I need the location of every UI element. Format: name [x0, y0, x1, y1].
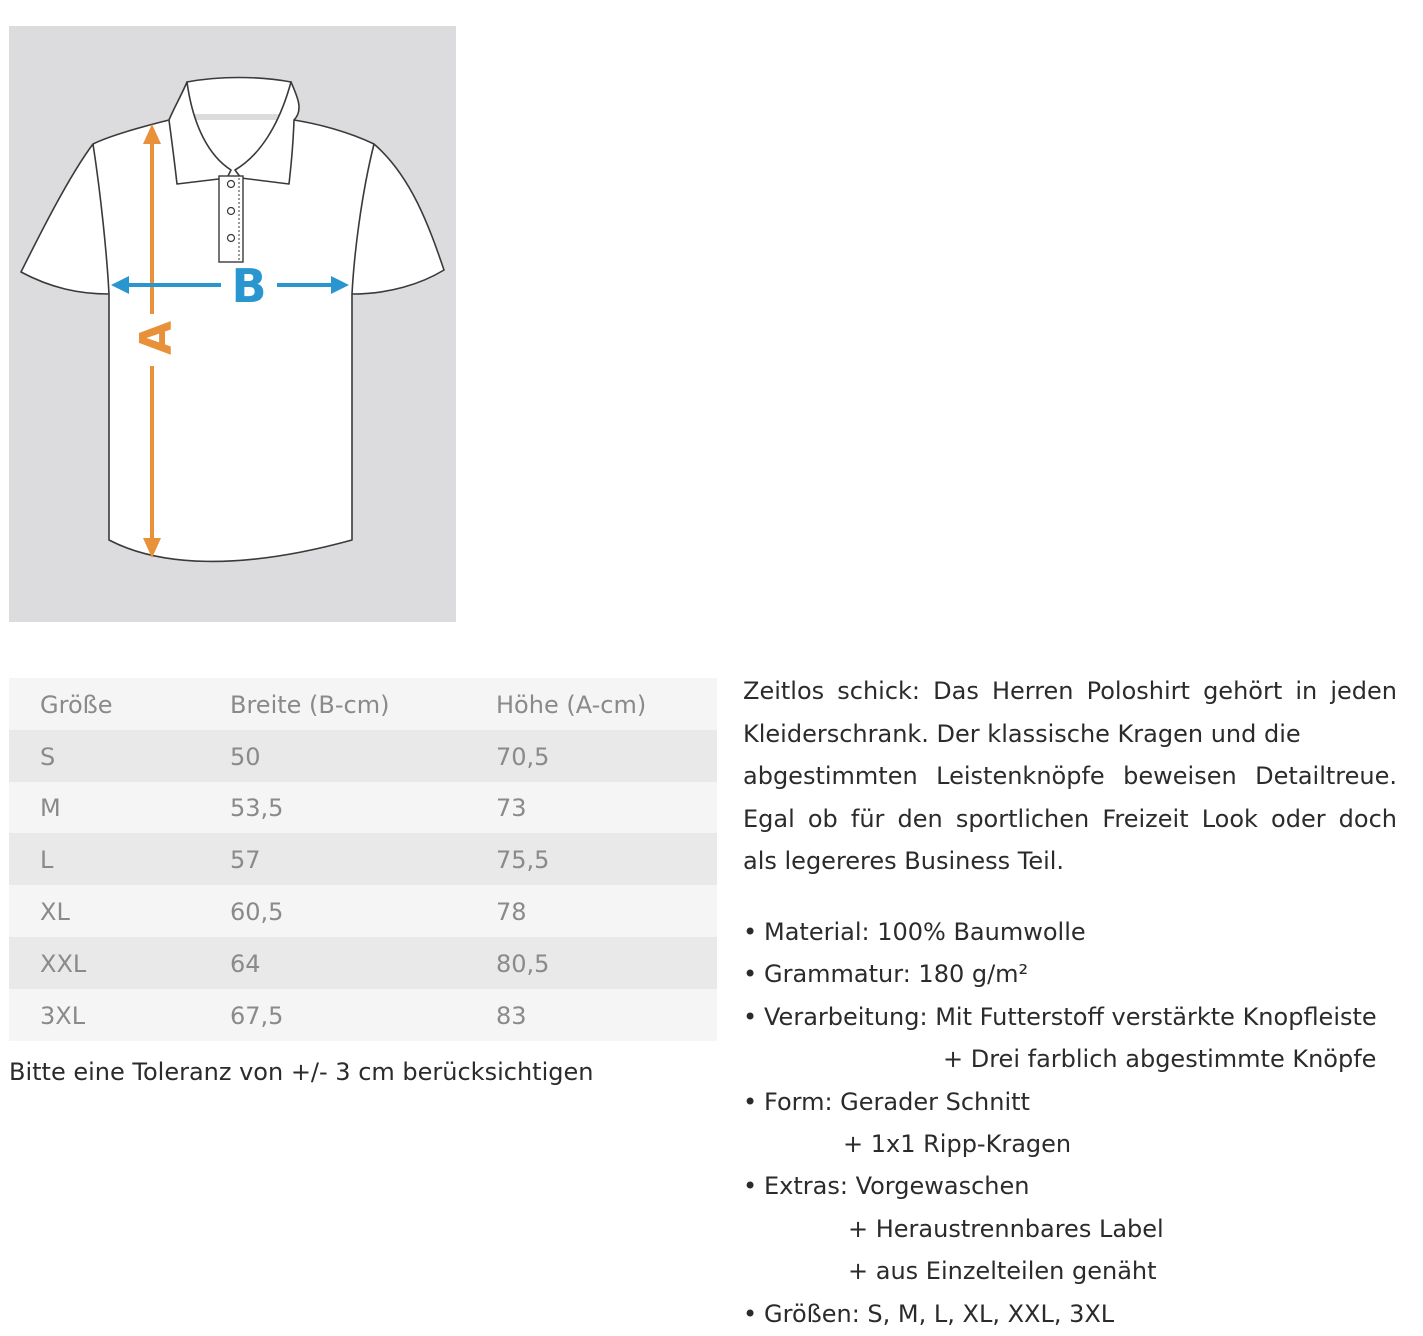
size-table-header: [9, 678, 717, 730]
cell-size: M: [40, 794, 61, 823]
bullet: •: [743, 918, 758, 946]
bullet: •: [743, 1172, 758, 1201]
cell-size: XL: [40, 898, 70, 927]
bullet: •: [743, 960, 758, 989]
list-item: [743, 1081, 1413, 1123]
cell-width: 57: [230, 846, 261, 875]
size-table: [9, 678, 717, 1041]
header-width: Breite (B-cm): [230, 690, 390, 719]
button: [228, 208, 235, 215]
collar-back: [181, 78, 297, 115]
label-b: B: [231, 259, 267, 313]
header-size: Größe: [40, 690, 113, 719]
table-row: [9, 782, 717, 834]
cell-width: 67,5: [230, 1001, 284, 1030]
list-item: [743, 996, 1413, 1038]
feature-extras-extra: + aus Einzelteilen genäht: [848, 1257, 1157, 1286]
description-line: Kleiderschrank. Der klassische Kragen und die: [743, 719, 1301, 748]
list-item-continuation: [743, 1123, 1413, 1165]
description-line: als legereres Business Teil.: [743, 847, 1065, 875]
bullet: •: [743, 1002, 758, 1031]
cell-height: 80,5: [496, 949, 550, 978]
list-item: [743, 1165, 1413, 1207]
list-item: [743, 953, 1413, 995]
label-a: A: [131, 320, 182, 356]
list-item-continuation: [743, 1250, 1413, 1292]
feature-grammage: Grammatur: 180 g/m²: [764, 960, 1029, 989]
bullet: •: [743, 1087, 758, 1116]
feature-sizes: Größen: S, M, L, XL, XXL, 3XL: [764, 1299, 1115, 1328]
feature-list: [743, 911, 1413, 1335]
feature-processing: Verarbeitung: Mit Futterstoff verstärkte Knopfleiste: [764, 1002, 1377, 1031]
feature-material: Material: 100% Baumwolle: [764, 918, 1086, 946]
list-item-continuation: [743, 1038, 1413, 1080]
button: [228, 235, 235, 242]
button: [228, 181, 235, 188]
feature-extras-extra: + Heraustrennbares Label: [848, 1214, 1164, 1243]
cell-height: 78: [496, 898, 527, 927]
header-height: Höhe (A-cm): [496, 690, 647, 719]
cell-height: 70,5: [496, 742, 550, 771]
size-diagram: [9, 26, 456, 622]
cell-size: 3XL: [40, 1001, 86, 1030]
cell-size: XXL: [40, 949, 87, 978]
list-item-continuation: [743, 1208, 1413, 1250]
cell-size: S: [40, 742, 56, 771]
cell-height: 83: [496, 1001, 527, 1030]
product-description: [743, 670, 1397, 883]
table-row: [9, 989, 717, 1041]
cell-width: 53,5: [230, 794, 284, 823]
cell-width: 64: [230, 949, 261, 978]
tolerance-note: Bitte eine Toleranz von +/- 3 cm berücksichtigen: [9, 1058, 594, 1086]
cell-width: 50: [230, 742, 261, 771]
feature-form: Form: Gerader Schnitt: [764, 1087, 1030, 1116]
bullet: •: [743, 1299, 758, 1328]
description-line: Zeitlos schick: Das Herren Poloshirt gehört in jeden: [743, 677, 1397, 705]
list-item: [743, 911, 1413, 953]
table-row: [9, 730, 717, 782]
feature-form-extra: + 1x1 Ripp-Kragen: [843, 1129, 1072, 1158]
polo-shirt-illustration: [9, 26, 456, 622]
table-row: [9, 937, 717, 989]
description-line: abgestimmten Leistenknöpfe beweisen Detailtreue.: [743, 762, 1397, 790]
table-row: [9, 833, 717, 885]
cell-width: 60,5: [230, 898, 284, 927]
feature-processing-extra: + Drei farblich abgestimmte Knöpfe: [943, 1045, 1377, 1074]
cell-size: L: [40, 846, 54, 875]
table-row: [9, 885, 717, 937]
list-item: [743, 1293, 1413, 1335]
cell-height: 73: [496, 794, 527, 823]
description-line: Egal ob für den sportlichen Freizeit Look oder doch: [743, 804, 1397, 833]
feature-extras: Extras: Vorgewaschen: [764, 1172, 1030, 1201]
cell-height: 75,5: [496, 846, 550, 875]
